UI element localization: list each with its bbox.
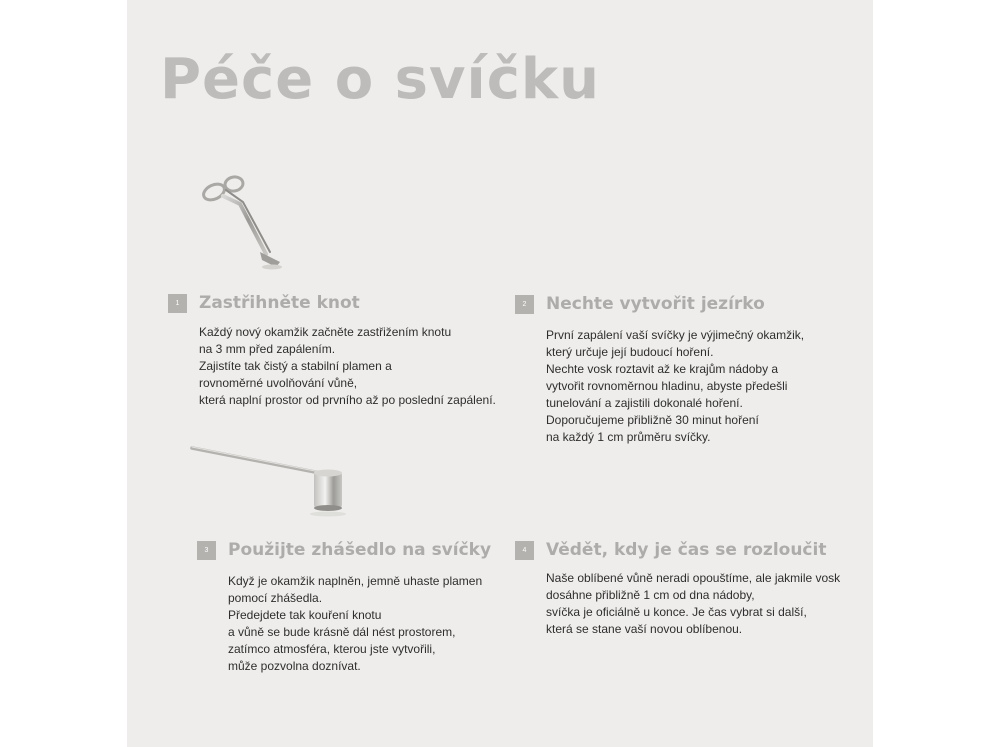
text-line: Naše oblíbené vůně neradi opouštíme, ale jakmile vosk bbox=[546, 571, 841, 585]
text-line: Předejdete tak kouření knotu bbox=[228, 608, 382, 622]
step-title: Nechte vytvořit jezírko bbox=[546, 294, 765, 314]
step-number-badge: 3 bbox=[197, 541, 216, 560]
step-text bbox=[199, 324, 496, 409]
text-line: na 3 mm před zapálením. bbox=[199, 342, 336, 356]
step-2 bbox=[515, 294, 804, 446]
wick-trimmer-icon bbox=[196, 172, 288, 272]
step-number-badge: 2 bbox=[515, 295, 534, 314]
text-line: a vůně se bude krásně dál nést prostorem, bbox=[228, 625, 456, 639]
step-heading bbox=[168, 293, 496, 313]
step-text bbox=[228, 573, 491, 675]
text-line: svíčka je oficiálně u konce. Je čas vybrat si další, bbox=[546, 605, 807, 619]
text-line: pomocí zhášedla. bbox=[228, 591, 323, 605]
page-title: Péče o svíčku bbox=[160, 47, 600, 112]
text-line: Doporučujeme přibližně 30 minut hoření bbox=[546, 413, 759, 427]
text-line: na každý 1 cm průměru svíčky. bbox=[546, 430, 711, 444]
text-line: První zapálení vaší svíčky je výjimečný okamžik, bbox=[546, 328, 805, 342]
text-line: Když je okamžik naplněn, jemně uhaste plamen bbox=[228, 574, 483, 588]
step-number-badge: 4 bbox=[515, 541, 534, 560]
step-1 bbox=[168, 293, 496, 409]
candle-snuffer-icon bbox=[190, 440, 352, 520]
text-line: rovnoměrné uvolňování vůně, bbox=[199, 376, 358, 390]
text-line: Nechte vosk roztavit až ke krajům nádoby a bbox=[546, 362, 779, 376]
step-title: Zastřihněte knot bbox=[199, 293, 360, 313]
text-line: tunelování a zajistili dokonalé hoření. bbox=[546, 396, 743, 410]
text-line: Zajistíte tak čistý a stabilní plamen a bbox=[199, 359, 392, 373]
step-heading bbox=[515, 294, 804, 314]
text-line: dosáhne přibližně 1 cm od dna nádoby, bbox=[546, 588, 755, 602]
step-heading bbox=[197, 540, 491, 560]
text-line: Každý nový okamžik začněte zastřižením knotu bbox=[199, 325, 452, 339]
step-number-badge: 1 bbox=[168, 294, 187, 313]
step-heading bbox=[515, 540, 840, 560]
step-4 bbox=[515, 540, 840, 638]
step-title: Použijte zhášedlo na svíčky bbox=[228, 540, 492, 560]
text-line: která se stane vaší novou oblíbenou. bbox=[546, 622, 743, 636]
text-line: zatímco atmosféra, kterou jste vytvořili, bbox=[228, 642, 436, 656]
text-line: který určuje její budoucí hoření. bbox=[546, 345, 714, 359]
text-line: která naplní prostor od prvního až po poslední zapálení. bbox=[199, 393, 496, 407]
step-3 bbox=[197, 540, 491, 675]
step-title: Vědět, kdy je čas se rozloučit bbox=[546, 540, 827, 560]
step-text bbox=[546, 570, 840, 638]
text-line: může pozvolna doznívat. bbox=[228, 659, 361, 673]
text-line: vytvořit rovnoměrnou hladinu, abyste předešli bbox=[546, 379, 788, 393]
step-text bbox=[546, 327, 804, 446]
